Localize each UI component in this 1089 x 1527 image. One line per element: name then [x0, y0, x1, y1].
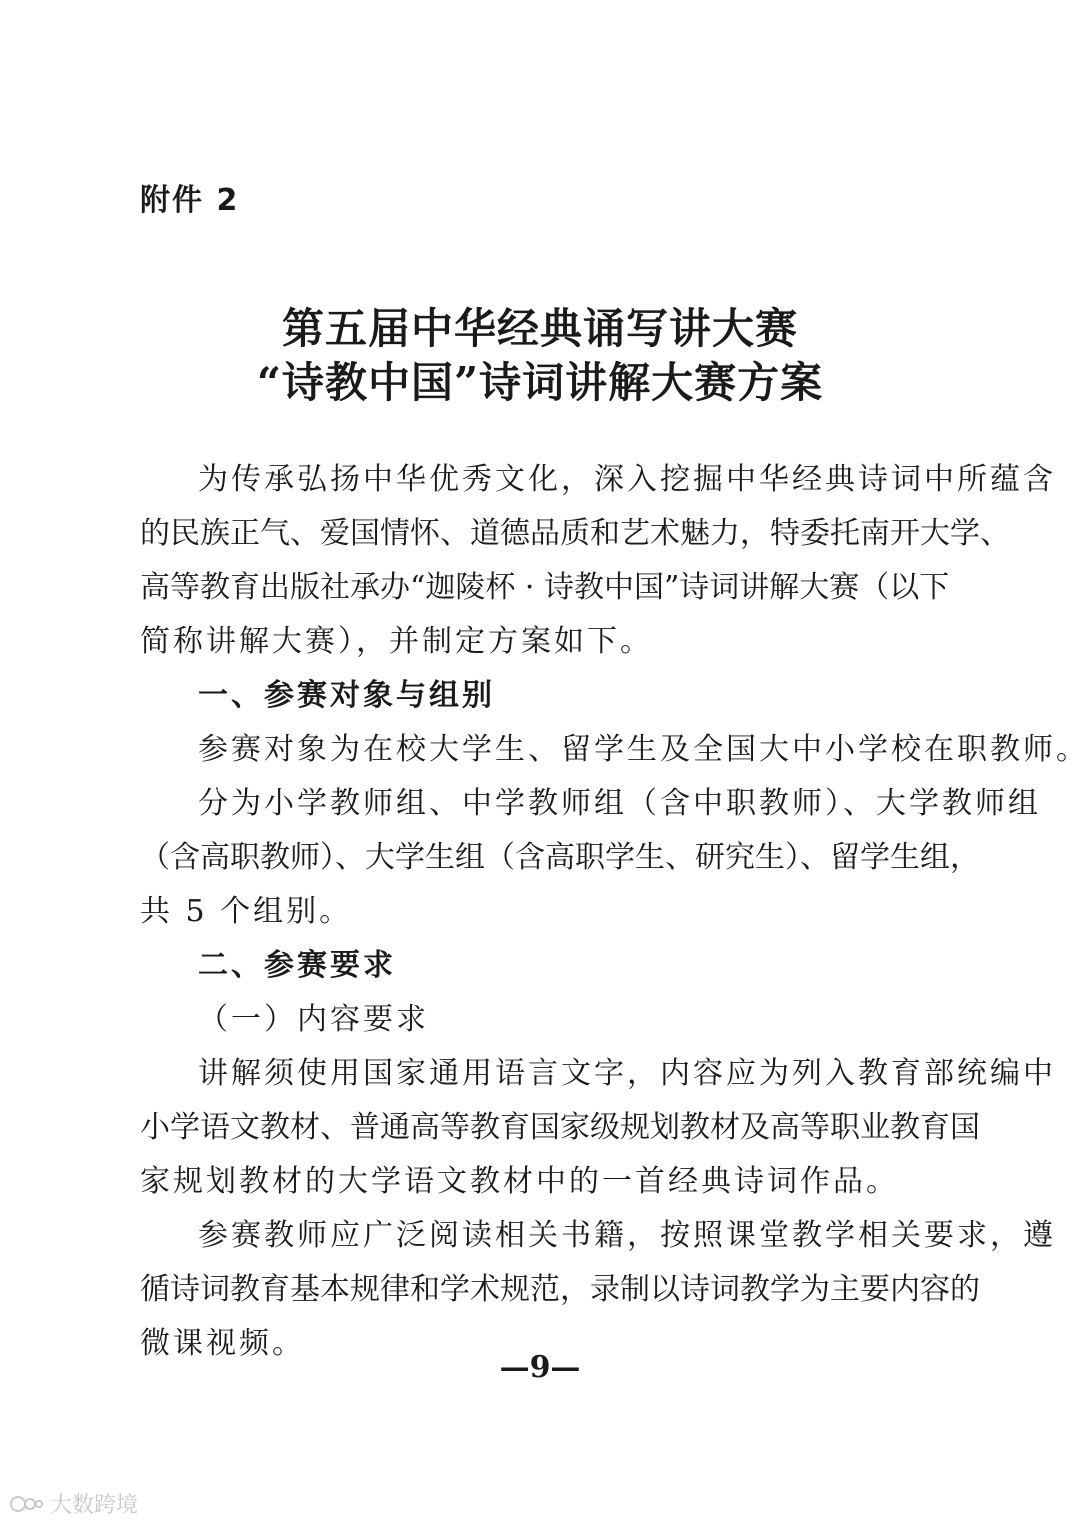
body-line: 高等教育出版社承办“迦陵杯 · 诗教中国”诗词讲解大赛（以下	[140, 570, 950, 605]
body-line: 简称讲解大赛），并制定方案如下。	[140, 624, 653, 659]
body-line: 循诗词教育基本规律和学术规范，录制以诗词教学为主要内容的	[140, 1272, 980, 1307]
section-heading: 二、参赛要求	[198, 948, 396, 983]
document-title-line-1: 第五届中华经典诵写讲大赛	[281, 304, 798, 353]
page-number: —9—	[499, 1350, 581, 1385]
body-line: 家规划教材的大学语文教材中的一首经典诗词作品。	[140, 1164, 899, 1199]
body-line: 参赛教师应广泛阅读相关书籍，按照课堂教学相关要求，遵	[198, 1218, 1056, 1253]
subsection-heading: （一）内容要求	[198, 1002, 429, 1037]
body-line: 共 5 个组别。	[140, 894, 353, 929]
body-line: 为传承弘扬中华优秀文化，深入挖掘中华经典诗词中所蕴含	[198, 462, 1056, 497]
document-title-line-2: “诗教中国”诗词讲解大赛方案	[256, 358, 824, 407]
body-line: 讲解须使用国家通用语言文字，内容应为列入教育部统编中	[198, 1056, 1056, 1091]
body-line: 小学语文教材、普通高等教育国家级规划教材及高等职业教育国	[140, 1110, 980, 1145]
body-line: （含高职教师）、大学生组（含高职学生、研究生）、留学生组，	[140, 840, 980, 875]
body-line: 微课视频。	[140, 1326, 305, 1361]
body-line: 参赛对象为在校大学生、留学生及全国大中小学校在职教师。	[198, 732, 1089, 767]
attachment-label: 附件 2	[140, 183, 240, 218]
watermark-text: 大数跨境	[50, 1493, 139, 1518]
watermark-logo-icon	[10, 1493, 44, 1515]
body-line: 分为小学教师组、中学教师组（含中职教师）、大学教师组	[198, 786, 1041, 821]
section-heading: 一、参赛对象与组别	[198, 678, 495, 713]
body-line: 的民族正气、爱国情怀、道德品质和艺术魅力，特委托南开大学、	[140, 516, 1010, 551]
watermark	[10, 1488, 138, 1519]
